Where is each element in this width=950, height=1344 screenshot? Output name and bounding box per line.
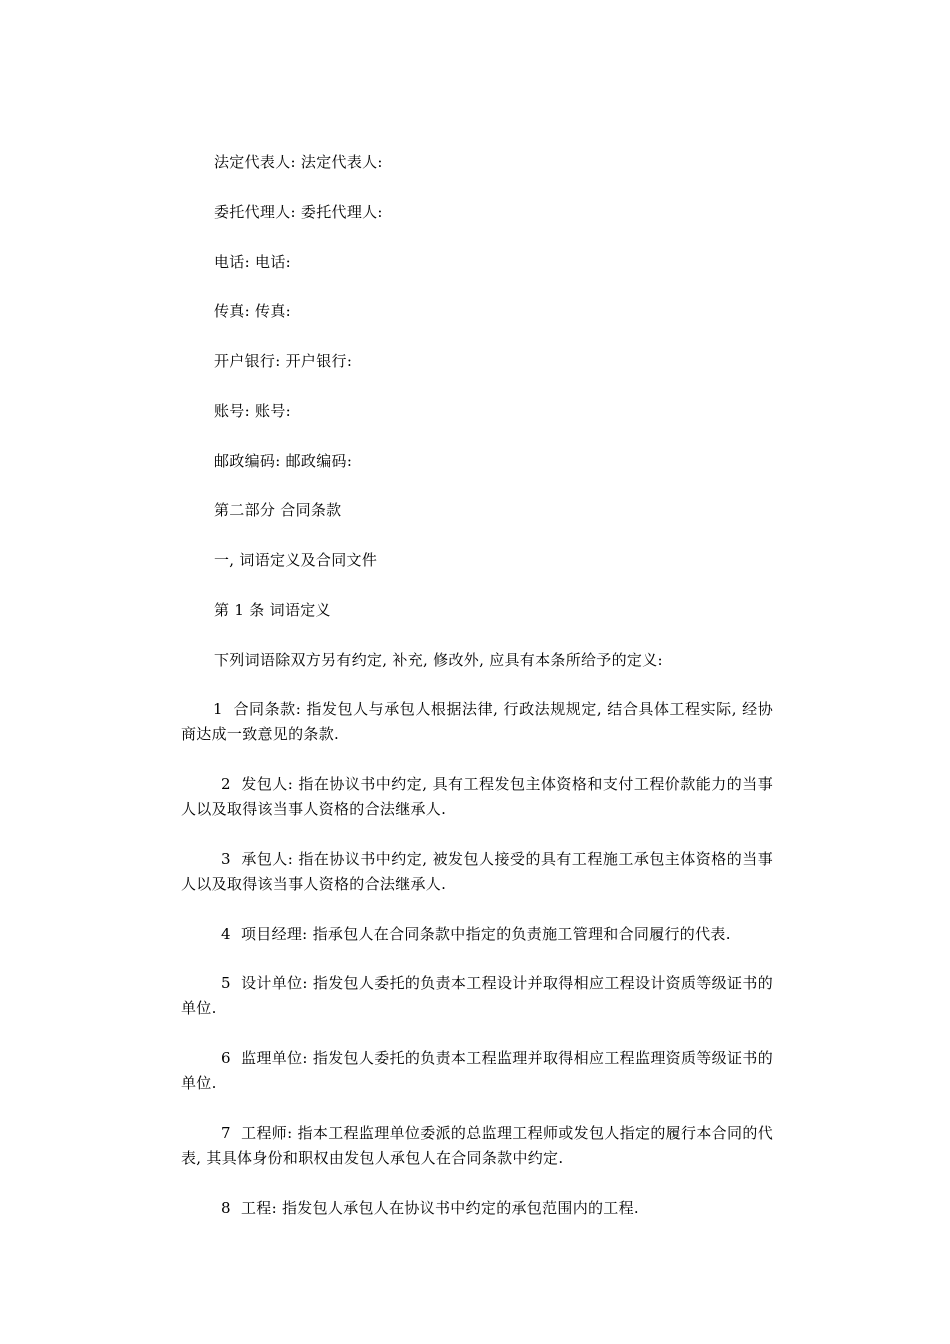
field-telephone: 电话: 电话: bbox=[214, 253, 291, 271]
section-title: 一, 词语定义及合同文件 bbox=[214, 551, 378, 569]
intro-text: 下列词语除双方另有约定, 补充, 修改外, 应具有本条所给予的定义: bbox=[214, 651, 663, 669]
definition-text: 合同条款: 指发包人与承包人根据法律, 行政法规规定, 结合具体工程实际, 经协商达成一致意见的条款. bbox=[181, 700, 773, 743]
definition-number: 8 bbox=[221, 1199, 231, 1217]
definition-text: 设计单位: 指发包人委托的负责本工程设计并取得相应工程设计资质等级证书的单位. bbox=[181, 974, 774, 1017]
field-account: 账号: 账号: bbox=[214, 402, 291, 420]
definition-number: 2 bbox=[221, 775, 231, 793]
definition-2 bbox=[181, 772, 773, 822]
definition-5 bbox=[181, 971, 773, 1021]
definition-number: 4 bbox=[221, 925, 231, 943]
definition-text: 工程师: 指本工程监理单位委派的总监理工程师或发包人指定的履行本合同的代表, 其具体身份和职权由发包人承包人在合同条款中约定. bbox=[181, 1124, 774, 1167]
definition-number: 6 bbox=[221, 1049, 231, 1067]
definition-text: 工程: 指发包人承包人在协议书中约定的承包范围内的工程. bbox=[240, 1199, 639, 1217]
definition-6 bbox=[181, 1046, 773, 1096]
field-authorized-agent: 委托代理人: 委托代理人: bbox=[214, 203, 383, 221]
definition-3 bbox=[181, 847, 773, 897]
field-postcode: 邮政编码: 邮政编码: bbox=[214, 452, 353, 470]
definition-number: 1 bbox=[213, 700, 223, 718]
field-bank: 开户银行: 开户银行: bbox=[214, 352, 353, 370]
field-fax: 传真: 传真: bbox=[214, 302, 291, 320]
field-legal-representative: 法定代表人: 法定代表人: bbox=[214, 153, 383, 171]
definition-7 bbox=[181, 1121, 773, 1171]
part-title: 第二部分 合同条款 bbox=[214, 501, 342, 519]
article-title: 第 1 条 词语定义 bbox=[214, 601, 331, 619]
definition-8 bbox=[181, 1196, 773, 1221]
definition-number: 3 bbox=[221, 850, 231, 868]
definition-4 bbox=[181, 922, 773, 947]
definition-text: 项目经理: 指承包人在合同条款中指定的负责施工管理和合同履行的代表. bbox=[240, 925, 731, 943]
definition-text: 发包人: 指在协议书中约定, 具有工程发包主体资格和支付工程价款能力的当事人以及取得该当事人资格的合法继承人. bbox=[181, 775, 773, 818]
definition-text: 监理单位: 指发包人委托的负责本工程监理并取得相应工程监理资质等级证书的单位. bbox=[181, 1049, 774, 1092]
definition-number: 5 bbox=[221, 974, 231, 992]
definition-1 bbox=[181, 697, 773, 747]
definition-text: 承包人: 指在协议书中约定, 被发包人接受的具有工程施工承包主体资格的当事人以及取得该当事人资格的合法继承人. bbox=[181, 850, 773, 893]
definition-number: 7 bbox=[221, 1124, 231, 1142]
